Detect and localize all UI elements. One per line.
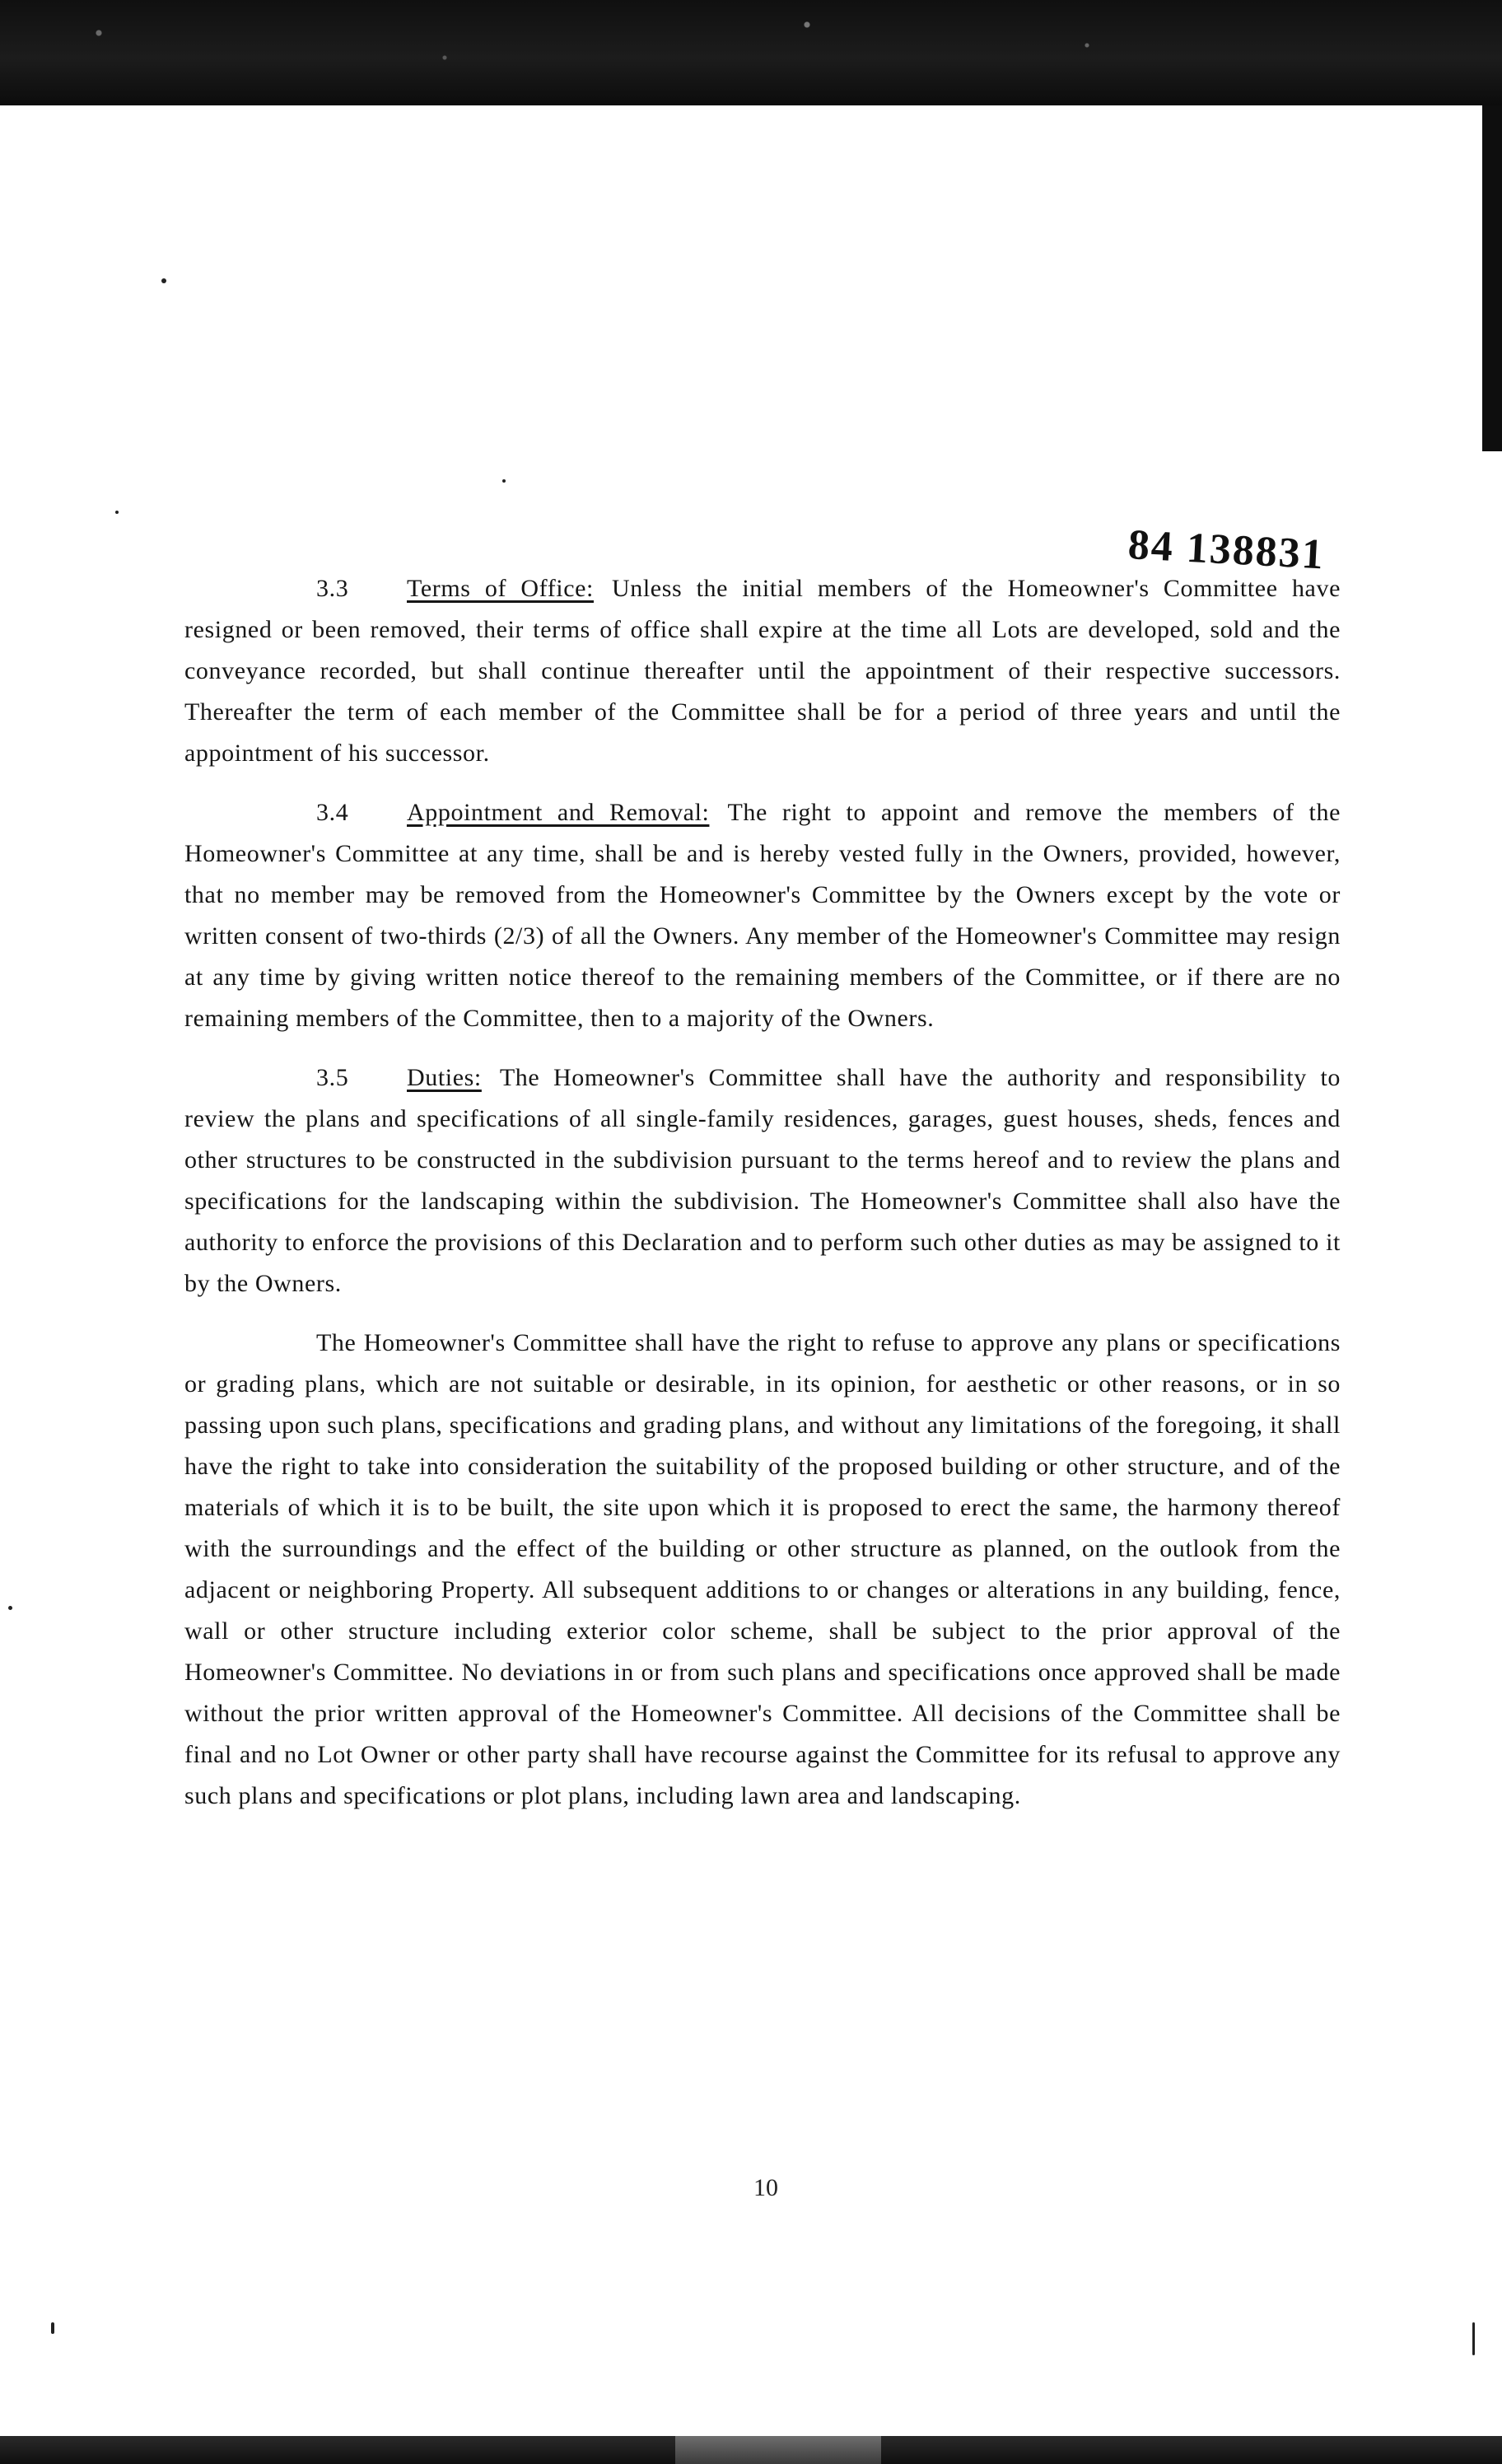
scan-speck bbox=[161, 278, 166, 283]
scan-speck bbox=[115, 511, 119, 514]
section-number: 3.4 bbox=[316, 799, 349, 826]
section-3-4 bbox=[184, 792, 1341, 1039]
document-number: 84 138831 bbox=[1126, 521, 1327, 579]
section-number: 3.3 bbox=[316, 575, 349, 602]
scan-speck bbox=[1472, 2322, 1475, 2355]
section-heading: Duties: bbox=[407, 1064, 482, 1091]
section-3-5 bbox=[184, 1057, 1341, 1304]
scan-border-right bbox=[1482, 105, 1502, 451]
section-heading: Terms of Office: bbox=[407, 575, 594, 602]
section-text: Unless the initial members of the Homeowner's Committee have resigned or been removed, their terms of office shall expire at the time all Lots are developed, sold and the conveyance recorded, but shall continue thereafter until the appointment of their respective successors. Thereafter the term of each member of the Committee shall be for a period of three years and until the appointment of his successor. bbox=[184, 575, 1341, 767]
scan-speck bbox=[51, 2322, 54, 2334]
section-text: The Homeowner's Committee shall have the authority and responsibility to review the plans and specifications of all single-family residences, garages, guest houses, sheds, fences and other structures to be constructed in the subdivision pursuant to the terms hereof and to review the plans and specifications for the landscaping within the subdivision. The Homeowner's Committee shall also have the authority to enforce the provisions of this Declaration and to perform such other duties as may be assigned to it by the Owners. bbox=[184, 1064, 1341, 1297]
section-number: 3.5 bbox=[316, 1064, 349, 1091]
page-number: 10 bbox=[753, 2174, 778, 2201]
scan-border-top bbox=[0, 0, 1502, 105]
scan-border-bottom-light bbox=[675, 2436, 881, 2464]
scan-speck bbox=[502, 479, 506, 483]
scan-speck bbox=[8, 1606, 12, 1610]
section-heading: Appointment and Removal: bbox=[407, 799, 710, 826]
section-3-3 bbox=[184, 568, 1341, 774]
continuation-paragraph bbox=[184, 1323, 1341, 1817]
document-body bbox=[184, 568, 1341, 1835]
section-text: The right to appoint and remove the members of the Homeowner's Committee at any time, shall be and is hereby vested fully in the Owners, provided, however, that no member may be removed from the Homeowner's Committee by the Owners except by the vote or written consent of two-thirds (2/3) of all the Owners. Any member of the Homeowner's Committee may resign at any time by giving written notice thereof to the remaining members of the Committee, or if there are no remaining members of the Committee, then to a majority of the Owners. bbox=[184, 799, 1341, 1032]
paragraph-text: The Homeowner's Committee shall have the right to refuse to approve any plans or specifications or grading plans, which are not suitable or desirable, in its opinion, for aesthetic or other reasons, or in so passing upon such plans, specifications and grading plans, and without any limitations of the foregoing, it shall have the right to take into consideration the suitability of the proposed building or other structure, and of the materials of which it is to be built, the site upon which it is proposed to erect the same, the harmony thereof with the surroundings and the effect of the building or other structure as planned, on the outlook from the adjacent or neighboring Property. All subsequent additions to or changes or alterations in any building, fence, wall or other structure including exterior color scheme, shall be subject to the prior approval of the Homeowner's Committee. No deviations in or from such plans and specifications once approved shall be made without the prior written approval of the Homeowner's Committee. All decisions of the Committee shall be final and no Lot Owner or other party shall have recourse against the Committee for its refusal to approve any such plans and specifications or plot plans, including lawn area and landscaping. bbox=[184, 1329, 1341, 1809]
